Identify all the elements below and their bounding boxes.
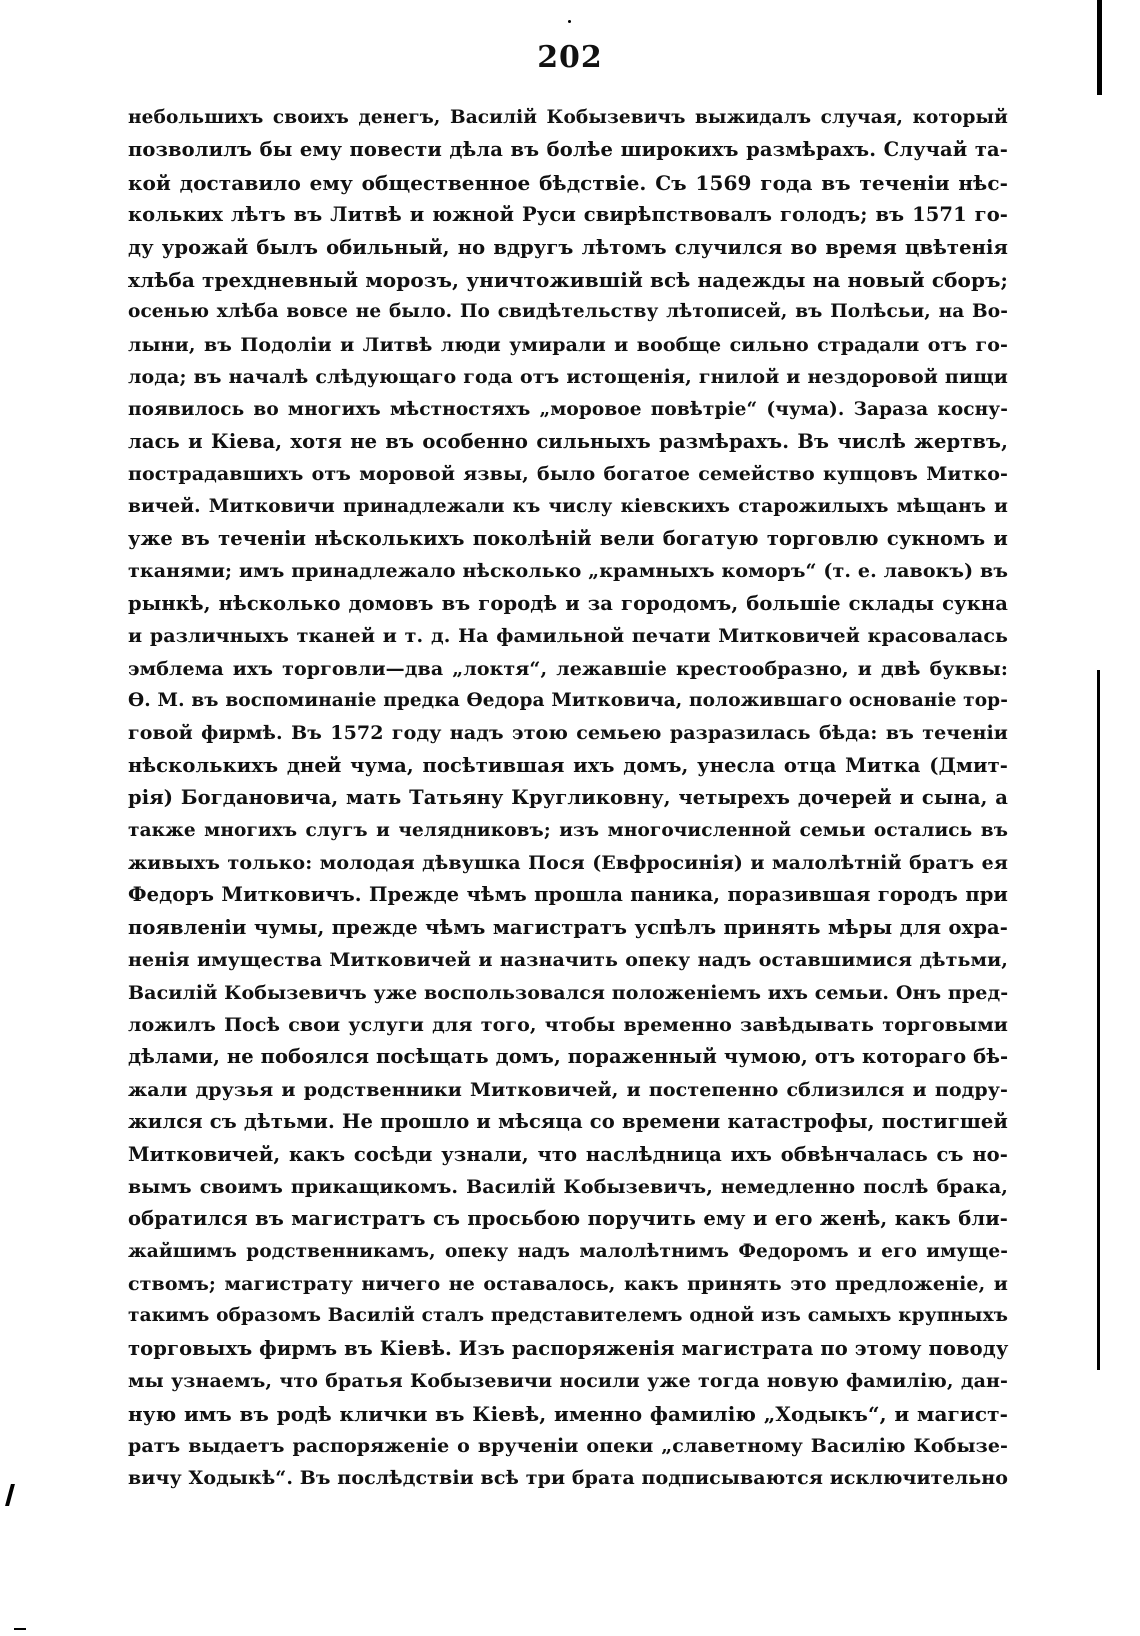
text-line: живыхъ только: молодая дѣвушка Пося (Евфросинія) и малолѣтній братъ ея [128, 851, 1008, 874]
text-line: небольшихъ своихъ денегъ, Василій Кобызевичъ выжидалъ случая, который [128, 107, 1008, 128]
text-line: ду урожай былъ обильный, но вдругъ лѣтомъ случился во время цвѣтенія [128, 235, 1008, 259]
text-line: также многихъ слугъ и челядниковъ; изъ многочисленной семьи остались въ [128, 819, 1008, 841]
text-line: Федоръ Митковичъ. Прежде чѣмъ прошла паника, поразившая городъ при [128, 883, 1008, 907]
scan-margin-mark [5, 1484, 15, 1506]
text-line: ную имъ въ родѣ клички въ Кіевѣ, именно фамилію „Ходыкъ“, и магист- [128, 1401, 1008, 1426]
text-line: позволилъ бы ему повести дѣла въ болѣе широкихъ размѣрахъ. Случай та- [128, 138, 1008, 162]
scan-speck [568, 20, 571, 23]
text-line: появилось во многихъ мѣстностяхъ „моровое повѣтріе“ (чума). Зараза косну- [128, 398, 1008, 420]
text-line: кой доставило ему общественное бѣдствіе. Съ 1569 года въ теченіи нѣс- [128, 170, 1008, 195]
text-line: тканями; имъ принадлежало нѣсколько „крамныхъ коморъ“ (т. е. лавокъ) въ [128, 560, 1008, 583]
text-line: и различныхъ тканей и т. д. На фамильной печати Митковичей красовалась [128, 625, 1008, 648]
scan-speck-bottom [14, 1628, 26, 1630]
text-line: лода; въ началѣ слѣдующаго года отъ истощенія, гнилой и нездоровой пищи [128, 366, 1008, 389]
text-line: вичей. Митковичи принадлежали къ числу кіевскихъ старожилыхъ мѣщанъ и [128, 495, 1008, 517]
text-line: появленіи чумы, прежде чѣмъ магистратъ успѣлъ принять мѣры для охра- [128, 915, 1008, 939]
text-line: вичу Ходыкѣ“. Въ послѣдствіи всѣ три брата подписываются исключительно [128, 1467, 1008, 1490]
text-line: лась и Кіева, хотя не въ особенно сильныхъ размѣрахъ. Въ числѣ жертвъ, [128, 429, 1008, 453]
text-line: мы узнаемъ, что братья Кобызевичи носили уже тогда новую фамилію, дан- [128, 1370, 1008, 1393]
text-line: жайшимъ родственникамъ, опеку надъ малолѣтнимъ Федоромъ и его имуще- [128, 1240, 1008, 1262]
text-line: дѣлами, не побоялся посѣщать домъ, пораженный чумою, отъ котораго бѣ- [128, 1045, 1009, 1069]
text-line: хлѣба трехдневный морозъ, уничтожившій всѣ надежды на новый сборъ; [128, 267, 1008, 292]
text-line: уже въ теченіи нѣсколькихъ поколѣній вели богатую торговлю сукномъ и [128, 527, 1008, 551]
text-line: ложилъ Посѣ свои услуги для того, чтобы временно завѣдывать торговыми [128, 1013, 1008, 1036]
body-text [128, 102, 1008, 1495]
text-line: ствомъ; магистрату ничего не оставалось, какъ принять это предложеніе, и [128, 1273, 1008, 1296]
text-line: такимъ образомъ Василій сталъ представителемъ одной изъ самыхъ крупныхъ [128, 1305, 1008, 1327]
text-line: эмблема ихъ торговли—два „локтя“, лежавшіе крестообразно, и двѣ буквы: [128, 657, 1008, 680]
text-line: вымъ своимъ прикащикомъ. Василій Кобызевичъ, немедленно послѣ брака, [128, 1175, 1008, 1198]
text-line: кольких лѣтъ въ Литвѣ и южной Руси свирѣпствовалъ голодъ; въ 1571 го- [128, 203, 1008, 227]
text-line: ненія имущества Митковичей и назначить опеку надъ оставшимися дѣтьми, [128, 949, 1008, 972]
text-line: обратился въ магистратъ съ просьбою поручить ему и его женѣ, какъ бли- [128, 1207, 1008, 1231]
text-line: жали друзья и родственники Митковичей, и постепенно сблизился и подру- [128, 1078, 1008, 1101]
text-line: нѣсколькихъ дней чума, посѣтившая ихъ домъ, унесла отца Митка (Дмит- [128, 753, 1008, 777]
text-line: Василій Кобызевичъ уже воспользовался положеніемъ ихъ семьи. Онъ пред- [128, 981, 1009, 1004]
text-line: рія) Богдановича, мать Татьяну Кругликовну, четырехъ дочерей и сына, а [128, 786, 1008, 810]
text-line: Митковичей, какъ сосѣди узнали, что наслѣдница ихъ обвѣнчалась съ но- [128, 1142, 1008, 1166]
text-line: торговыхъ фирмъ въ Кіевѣ. Изъ распоряженія магистрата по этому поводу [128, 1336, 1009, 1360]
text-line: Ѳ. М. въ воспоминаніе предка Ѳедора Митковича, положившаго основаніе тор- [128, 690, 1008, 712]
text-line: пострадавшихъ отъ моровой язвы, было богатое семейство купцовъ Митко- [128, 463, 1008, 486]
text-line: говой фирмѣ. Въ 1572 году надъ этою семьею разразилась бѣда: въ теченіи [128, 722, 1008, 745]
text-line: лыни, въ Подоліи и Литвѣ люди умирали и вообще сильно страдали отъ го- [128, 333, 1008, 356]
text-line: рынкѣ, нѣсколько домовъ въ городѣ и за городомъ, большіе склады сукна [128, 591, 1008, 615]
scan-edge-line [1097, 670, 1100, 1370]
page-number: 202 [537, 40, 603, 75]
text-line: жился съ дѣтьми. Не прошло и мѣсяца со времени катастрофы, постигшей [128, 1110, 1008, 1134]
text-line: осенью хлѣба вовсе не было. По свидѣтельству лѣтописей, въ Полѣсьи, на Во- [128, 301, 1008, 323]
text-line: ратъ выдаетъ распоряженіе о врученіи опеки „славетному Василію Кобызе- [128, 1435, 1008, 1458]
